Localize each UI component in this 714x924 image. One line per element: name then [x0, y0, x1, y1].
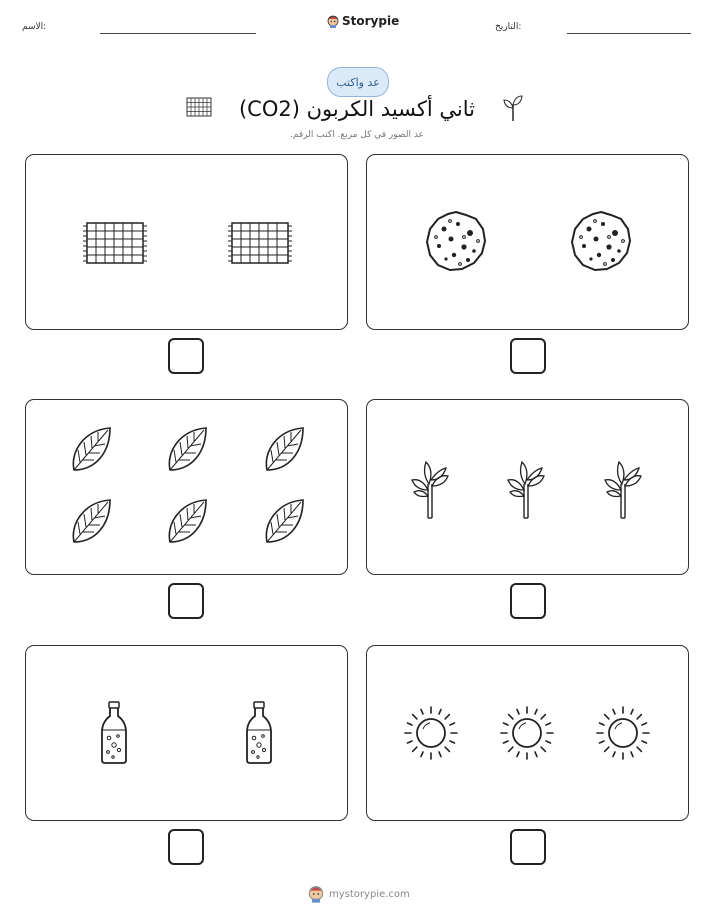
date-label: التاريخ: — [495, 22, 522, 32]
count-card-rugs — [25, 154, 348, 330]
storypie-mascot-icon — [308, 885, 324, 903]
sun-icon — [498, 704, 556, 762]
instructions: عد الصور في كل مربع. اكتب الرقم. — [290, 130, 424, 140]
leaf-icon — [166, 426, 208, 474]
cookie-icon — [424, 209, 488, 273]
activity-badge: عد واكتب — [327, 67, 389, 97]
rug-icon — [82, 220, 148, 266]
answer-box-suns[interactable] — [510, 829, 546, 865]
sun-icon — [402, 704, 460, 762]
leaf-icon — [70, 498, 112, 546]
answer-box-rugs[interactable] — [168, 338, 204, 374]
answer-box-bottles[interactable] — [168, 829, 204, 865]
storypie-logo-icon — [327, 15, 339, 28]
brand — [327, 14, 399, 28]
count-card-leaves — [25, 399, 348, 575]
footer-url[interactable]: mystorypie.com — [329, 888, 410, 900]
count-card-plants — [366, 399, 689, 575]
plant-icon — [408, 456, 452, 520]
cookie-icon — [569, 209, 633, 273]
leaf-icon — [263, 498, 305, 546]
leaf-icon — [263, 426, 305, 474]
date-line[interactable] — [567, 33, 691, 34]
page-title: ثاني أكسيد الكربون (CO2) — [238, 97, 476, 121]
name-line[interactable] — [100, 33, 256, 34]
leaf-icon — [166, 498, 208, 546]
count-card-bottles — [25, 645, 348, 821]
brand-name: Storypie — [342, 14, 400, 28]
count-card-suns — [366, 645, 689, 821]
answer-box-cookies[interactable] — [510, 338, 546, 374]
leaf-icon — [70, 426, 112, 474]
answer-box-leaves[interactable] — [168, 583, 204, 619]
count-card-cookies — [366, 154, 689, 330]
plant-icon — [601, 456, 645, 520]
rug-title-icon — [185, 97, 213, 117]
plant-title-icon — [500, 92, 526, 122]
rug-icon — [227, 220, 293, 266]
plant-icon — [504, 456, 548, 520]
bottle-icon — [244, 700, 274, 766]
name-label: الاسم: — [22, 22, 47, 32]
answer-box-plants[interactable] — [510, 583, 546, 619]
bottle-icon — [99, 700, 129, 766]
footer — [308, 885, 410, 903]
sun-icon — [594, 704, 652, 762]
